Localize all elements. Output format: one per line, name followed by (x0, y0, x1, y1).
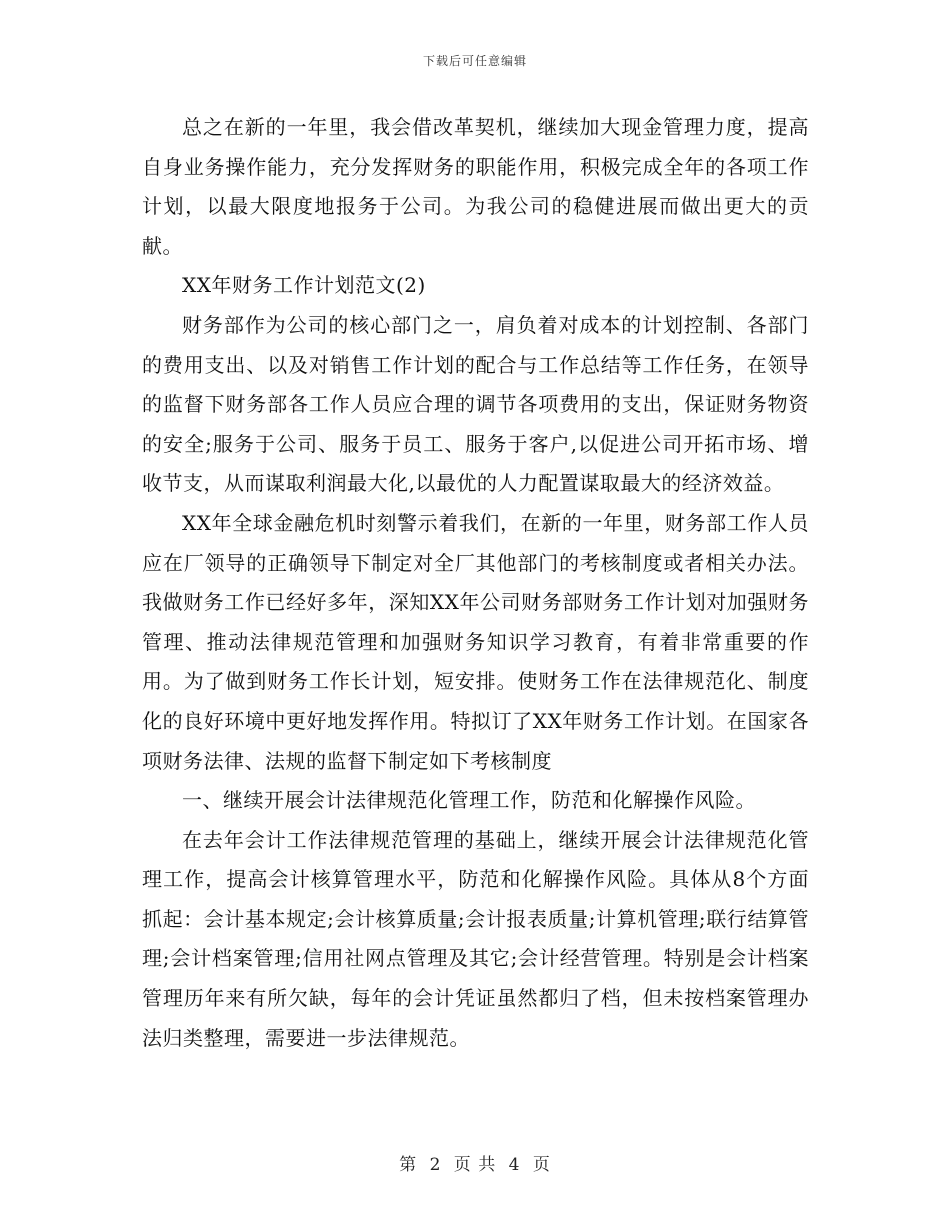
page-footer (0, 1150, 950, 1175)
footer-page-number: 2 (429, 1155, 442, 1175)
header-note: 下载后可任意编辑 (422, 54, 527, 68)
section-title: XX年财务工作计划范文(2) (182, 273, 426, 298)
subheading-one: 一、继续开展会计法律规范化管理工作，防范和化解操作风险。 (182, 788, 756, 813)
paragraph-intro: 财务部作为公司的核心部门之一，肩负着对成本的计划控制、各部门的费用支出、以及对销售工作计划的配合与工作总结等工作任务，在领导的监督下财务部各工作人员应合理的调节各项费用的支出，保证财务物资的安全;服务于公司、服务于员工、服务于客户,以促进公司开拓市场、增收节支，从而谋取利润最大化,以最优的人力配置谋取最大的经济效益。 (142, 312, 809, 496)
footer-middle: 页 共 (453, 1155, 497, 1175)
document-body (142, 108, 809, 1058)
paragraph-crisis: XX年全球金融危机时刻警示着我们，在新的一年里，财务部工作人员应在厂领导的正确领导下制定对全厂其他部门的考核制度或者相关办法。我做财务工作已经好多年，深知XX年公司财务部财务工作计划对加强财务管理、推动法律规范管理和加强财务知识学习教育，有着非常重要的作用。为了做到财务工作长计划，短安排。使财务工作在法律规范化、制度化的良好环境中更好地发挥作用。特拟订了XX年财务工作计划。在国家各项财务法律、法规的监督下制定如下考核制度 (142, 510, 809, 773)
paragraph-conclusion: 总之在新的一年里，我会借改革契机，继续加大现金管理力度，提高自身业务操作能力，充分发挥财务的职能作用，积极完成全年的各项工作计划，以最大限度地报务于公司。为我公司的稳健进展而做出更大的贡献。 (142, 115, 809, 258)
footer-suffix: 页 (532, 1155, 551, 1175)
footer-total-pages: 4 (508, 1155, 521, 1175)
paragraph-accounting: 在去年会计工作法律规范管理的基础上，继续开展会计法律规范化管理工作，提高会计核算管理水平，防范和化解操作风险。具体从8个方面抓起：会计基本规定;会计核算质量;会计报表质量;计算机管理;联行结算管理;会计档案管理;信用社网点管理及其它;会计经营管理。特别是会计档案管理历年来有所欠缺，每年的会计凭证虽然都归了档，但未按档案管理办法归类整理，需要进一步法律规范。 (142, 827, 809, 1050)
footer-prefix: 第 (399, 1155, 418, 1175)
